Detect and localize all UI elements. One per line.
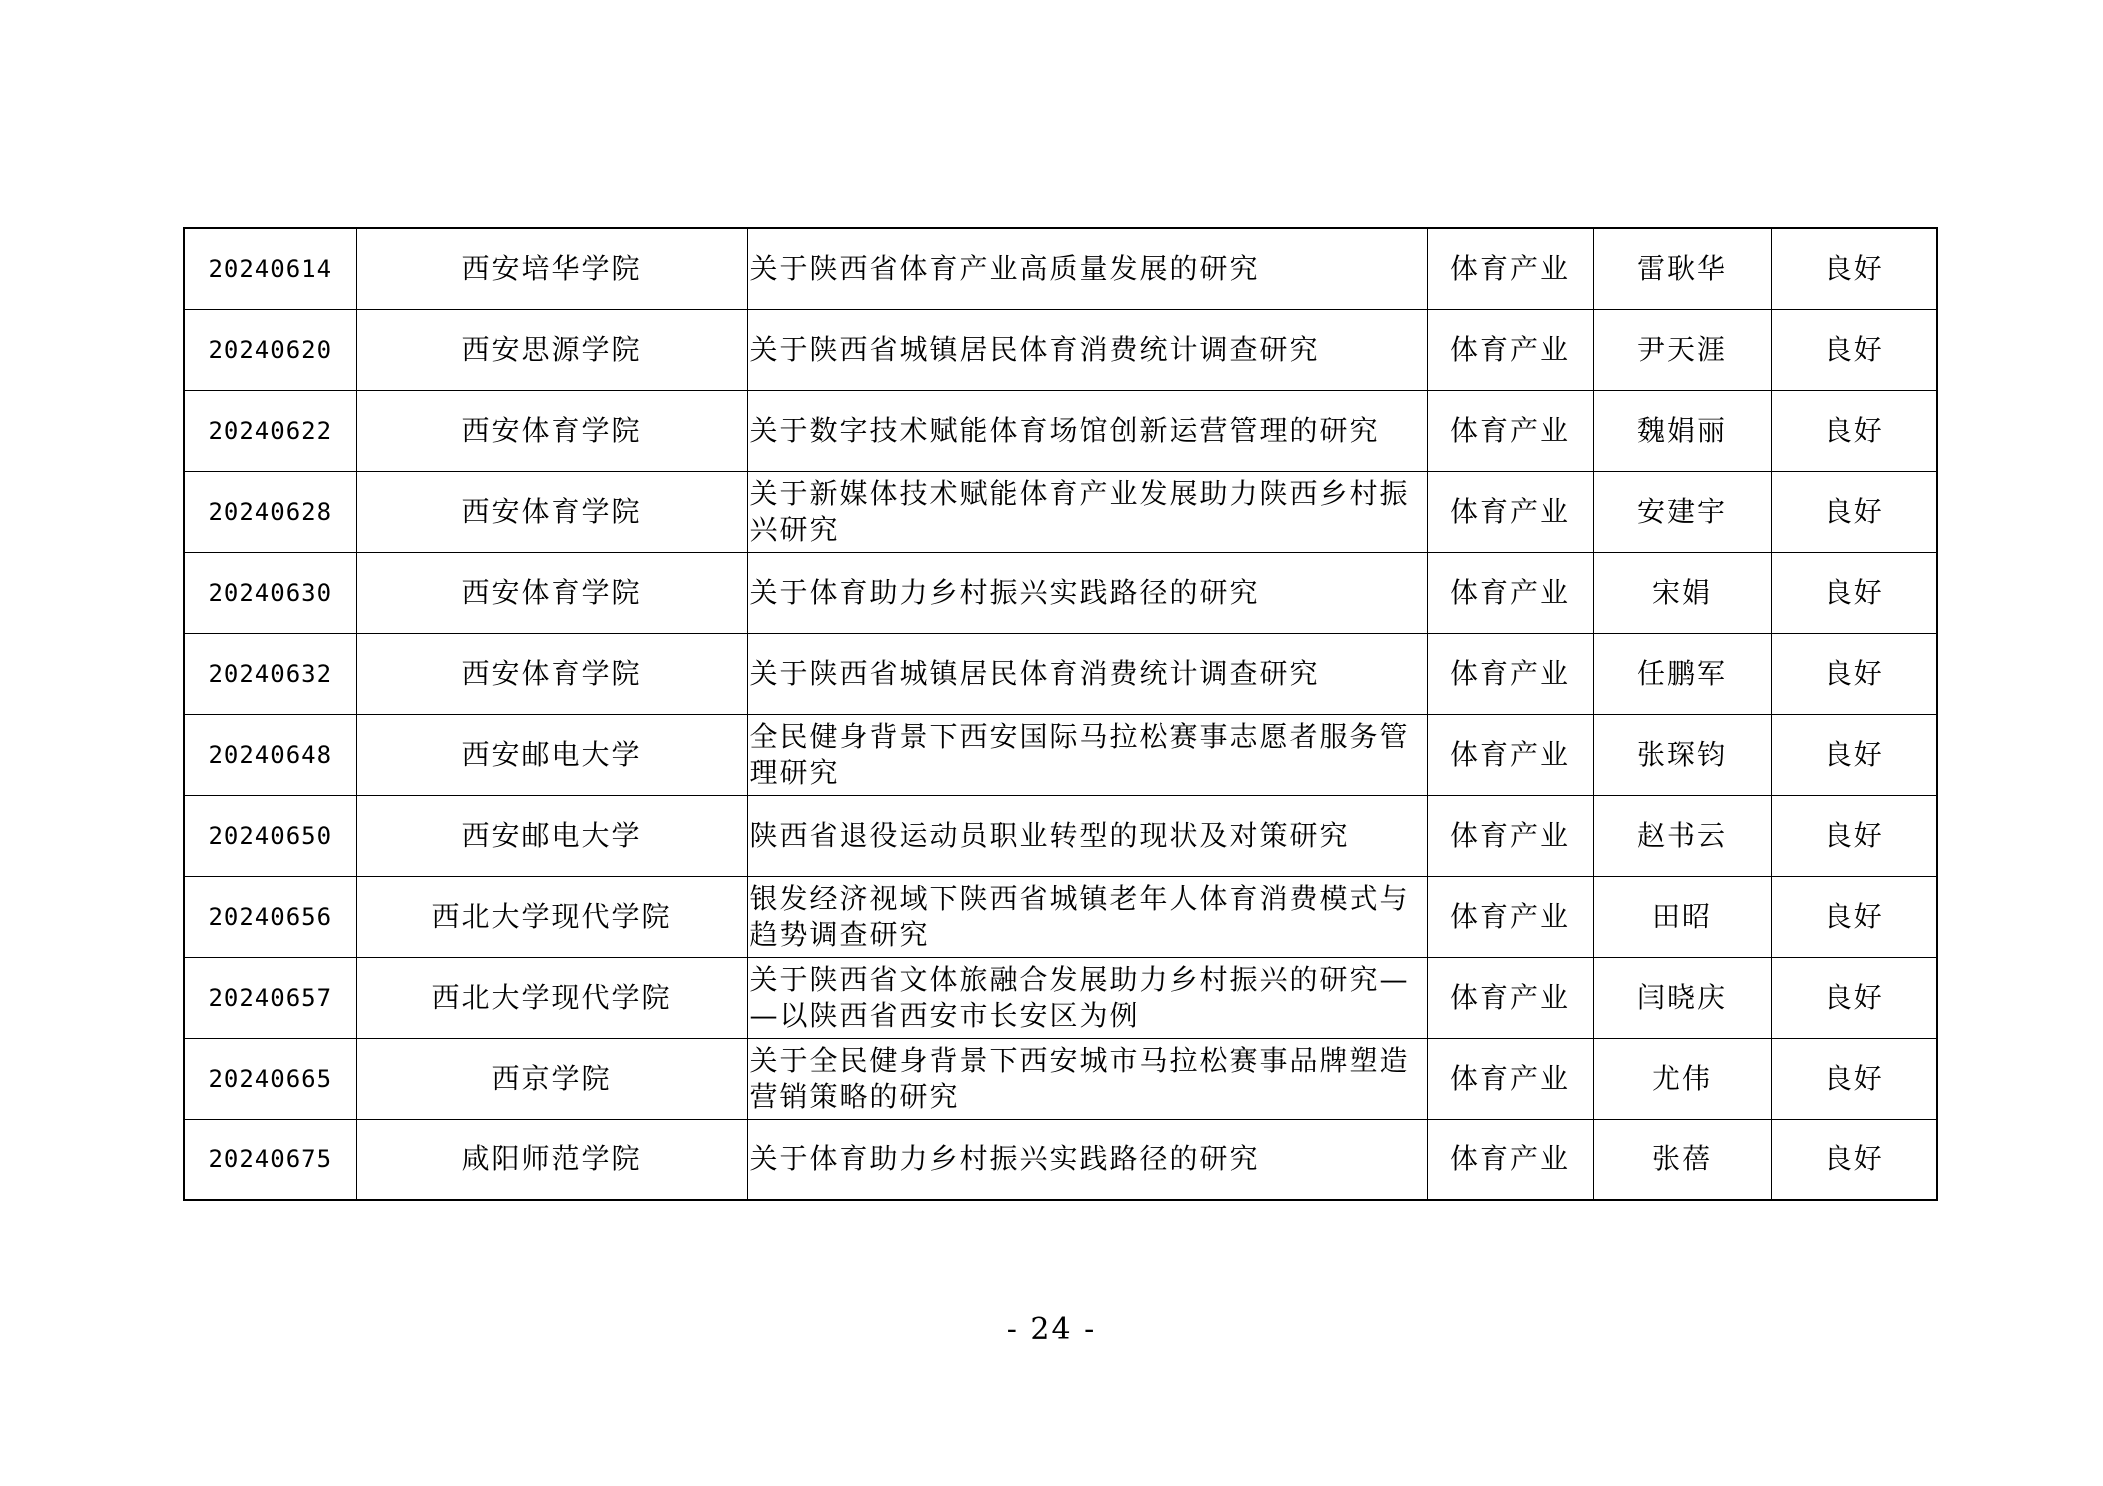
project-id-cell: 20240675 [184,1119,356,1200]
category-cell: 体育产业 [1427,390,1593,471]
leader-cell: 张琛钧 [1593,714,1771,795]
institution-cell: 西北大学现代学院 [356,876,747,957]
category-cell: 体育产业 [1427,714,1593,795]
project-title-cell: 关于陕西省城镇居民体育消费统计调查研究 [747,309,1427,390]
project-id-cell: 20240632 [184,633,356,714]
table-row [184,228,1937,309]
rating-cell: 良好 [1771,390,1937,471]
project-id-cell: 20240614 [184,228,356,309]
category-cell: 体育产业 [1427,471,1593,552]
leader-cell: 田昭 [1593,876,1771,957]
leader-cell: 尹天涯 [1593,309,1771,390]
table-row [184,1038,1937,1119]
leader-cell: 张蓓 [1593,1119,1771,1200]
category-cell: 体育产业 [1427,633,1593,714]
institution-cell: 咸阳师范学院 [356,1119,747,1200]
institution-cell: 西安邮电大学 [356,795,747,876]
leader-cell: 闫晓庆 [1593,957,1771,1038]
category-cell: 体育产业 [1427,795,1593,876]
project-id-cell: 20240656 [184,876,356,957]
table-row [184,309,1937,390]
project-id-cell: 20240665 [184,1038,356,1119]
project-title-cell: 银发经济视域下陕西省城镇老年人体育消费模式与趋势调查研究 [747,876,1427,957]
table-row [184,714,1937,795]
institution-cell: 西安培华学院 [356,228,747,309]
leader-cell: 尤伟 [1593,1038,1771,1119]
rating-cell: 良好 [1771,552,1937,633]
project-title-cell: 关于新媒体技术赋能体育产业发展助力陕西乡村振兴研究 [747,471,1427,552]
category-cell: 体育产业 [1427,228,1593,309]
table-row [184,471,1937,552]
rating-cell: 良好 [1771,471,1937,552]
table-row [184,1119,1937,1200]
leader-cell: 魏娟丽 [1593,390,1771,471]
project-title-cell: 陕西省退役运动员职业转型的现状及对策研究 [747,795,1427,876]
project-id-cell: 20240628 [184,471,356,552]
table-row [184,957,1937,1038]
project-id-cell: 20240650 [184,795,356,876]
project-id-cell: 20240657 [184,957,356,1038]
leader-cell: 安建宇 [1593,471,1771,552]
project-title-cell: 关于数字技术赋能体育场馆创新运营管理的研究 [747,390,1427,471]
table-row [184,552,1937,633]
rating-cell: 良好 [1771,309,1937,390]
project-id-cell: 20240620 [184,309,356,390]
category-cell: 体育产业 [1427,1038,1593,1119]
table-row [184,633,1937,714]
project-id-cell: 20240648 [184,714,356,795]
category-cell: 体育产业 [1427,876,1593,957]
project-title-cell: 全民健身背景下西安国际马拉松赛事志愿者服务管理研究 [747,714,1427,795]
page-number: - 24 - [1006,1312,1097,1347]
project-title-cell: 关于陕西省文体旅融合发展助力乡村振兴的研究——以陕西省西安市长安区为例 [747,957,1427,1038]
table-row [184,390,1937,471]
leader-cell: 宋娟 [1593,552,1771,633]
category-cell: 体育产业 [1427,957,1593,1038]
leader-cell: 赵书云 [1593,795,1771,876]
project-title-cell: 关于体育助力乡村振兴实践路径的研究 [747,552,1427,633]
leader-cell: 雷耿华 [1593,228,1771,309]
institution-cell: 西安邮电大学 [356,714,747,795]
leader-cell: 任鹏军 [1593,633,1771,714]
project-title-cell: 关于全民健身背景下西安城市马拉松赛事品牌塑造营销策略的研究 [747,1038,1427,1119]
rating-cell: 良好 [1771,795,1937,876]
table-row [184,876,1937,957]
project-title-cell: 关于体育助力乡村振兴实践路径的研究 [747,1119,1427,1200]
institution-cell: 西北大学现代学院 [356,957,747,1038]
rating-cell: 良好 [1771,1119,1937,1200]
project-title-cell: 关于陕西省体育产业高质量发展的研究 [747,228,1427,309]
institution-cell: 西安体育学院 [356,552,747,633]
institution-cell: 西安体育学院 [356,633,747,714]
institution-cell: 西安思源学院 [356,309,747,390]
category-cell: 体育产业 [1427,1119,1593,1200]
table-row [184,795,1937,876]
project-id-cell: 20240622 [184,390,356,471]
rating-cell: 良好 [1771,957,1937,1038]
institution-cell: 西京学院 [356,1038,747,1119]
project-id-cell: 20240630 [184,552,356,633]
rating-cell: 良好 [1771,714,1937,795]
project-title-cell: 关于陕西省城镇居民体育消费统计调查研究 [747,633,1427,714]
category-cell: 体育产业 [1427,309,1593,390]
institution-cell: 西安体育学院 [356,390,747,471]
rating-cell: 良好 [1771,633,1937,714]
rating-cell: 良好 [1771,228,1937,309]
category-cell: 体育产业 [1427,552,1593,633]
rating-cell: 良好 [1771,1038,1937,1119]
institution-cell: 西安体育学院 [356,471,747,552]
rating-cell: 良好 [1771,876,1937,957]
table-body [184,228,1937,1200]
project-results-table [183,227,1938,1201]
